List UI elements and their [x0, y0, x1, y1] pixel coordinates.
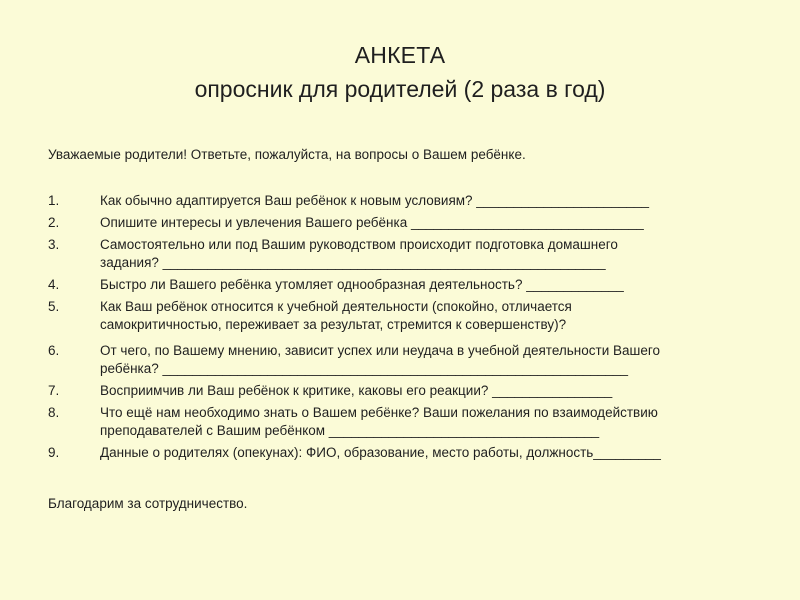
question-text: Самостоятельно или под Вашим руководством происходит подготовка домашнего задания? ___________________________________________________________: [100, 237, 618, 270]
page-title: АНКЕТА: [354, 42, 446, 68]
question-number: 3.: [48, 237, 60, 252]
question-item-3: [48, 236, 768, 276]
question-number: 7.: [48, 383, 60, 398]
question-item-8: [48, 404, 768, 444]
page-subtitle: опросник для родителей (2 раза в год): [194, 76, 606, 102]
question-item-7: [48, 382, 768, 404]
question-text: Данные о родителях (опекунах): ФИО, образование, место работы, должность_________: [100, 445, 661, 460]
question-item-6: [48, 342, 768, 382]
question-item-2: [48, 214, 768, 236]
question-text: От чего, по Вашему мнению, зависит успех или неудача в учебной деятельности Вашего ребёнка? ______________________________________________________________: [100, 343, 660, 376]
question-item-4: [48, 276, 768, 298]
question-item-9: [48, 444, 768, 466]
question-number: 1.: [48, 193, 60, 208]
question-number: 4.: [48, 277, 60, 292]
question-text: Опишите интересы и увлечения Вашего ребёнка _______________________________: [100, 215, 644, 230]
question-text: Быстро ли Вашего ребёнка утомляет однообразная деятельность? _____________: [100, 277, 624, 292]
intro-text: Уважаемые родители! Ответьте, пожалуйста, на вопросы о Вашем ребёнке.: [48, 147, 526, 162]
question-number: 9.: [48, 445, 60, 460]
question-text: Восприимчив ли Ваш ребёнок к критике, каковы его реакции? ________________: [100, 383, 613, 398]
question-text: Что ещё нам необходимо знать о Вашем ребёнке? Ваши пожелания по взаимодействию преподавателей с Вашим ребёнком ____________________________________: [100, 405, 658, 438]
question-number: 6.: [48, 343, 60, 358]
question-number: 5.: [48, 299, 60, 314]
question-number: 8.: [48, 405, 60, 420]
question-number: 2.: [48, 215, 60, 230]
closing-text: Благодарим за сотрудничество.: [48, 496, 248, 511]
question-list: [48, 192, 768, 466]
title-block: [0, 40, 800, 104]
question-text: Как Ваш ребёнок относится к учебной деятельности (спокойно, отличается самокритичностью, переживает за результат, стремится к совершенству)?: [100, 299, 572, 332]
question-item-1: [48, 192, 768, 214]
question-item-5: [48, 298, 768, 342]
question-text: Как обычно адаптируется Ваш ребёнок к новым условиям? _______________________: [100, 193, 649, 208]
